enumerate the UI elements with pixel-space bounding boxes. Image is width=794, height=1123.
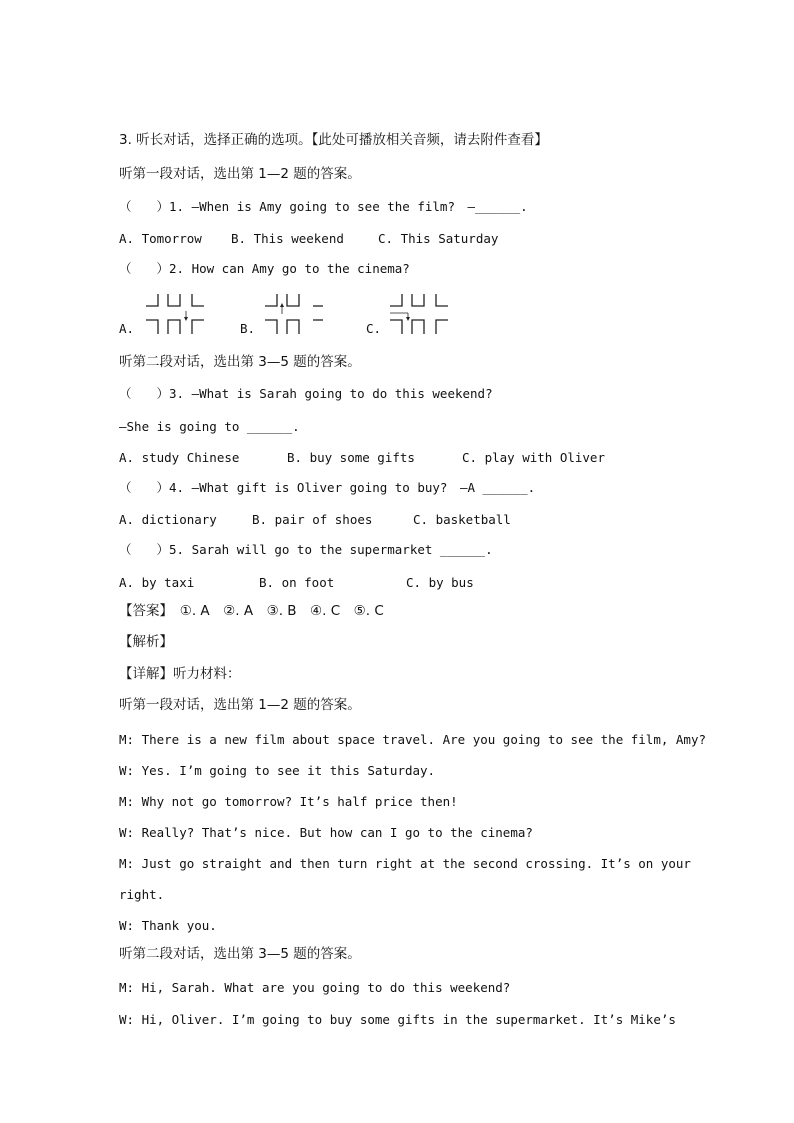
q4-text: （ ）4. —What gift is Oliver going to buy? —A ______. (119, 480, 536, 495)
analysis-label: 【解析】 (119, 634, 173, 650)
transcript-line: M: There is a new film about space travel. Are you going to see the film, Amy? (119, 732, 706, 747)
q3-option-c: C. play with Oliver (462, 450, 605, 465)
question-header: 3. 听长对话，选择正确的选项。【此处可播放相关音频，请去附件查看】 (119, 132, 548, 148)
q3-option-a: A. study Chinese (119, 450, 240, 465)
q1-option-b: B. This weekend (231, 231, 344, 246)
route-map-b-image (263, 292, 327, 336)
transcript-section2-heading: 听第二段对话，选出第 3—5 题的答案。 (119, 946, 361, 962)
transcript-line: W: Hi, Oliver. I’m going to buy some gifts in the supermarket. It’s Mike’s (119, 1012, 676, 1027)
route-map-c-image (388, 292, 452, 336)
q3-option-b: B. buy some gifts (287, 450, 415, 465)
q2-option-b: B. (240, 321, 256, 336)
q1-text: （ ）1. —When is Amy going to see the film? —______. (119, 199, 528, 214)
transcript-line: right. (119, 887, 165, 902)
q2-text: （ ）2. How can Amy go to the cinema? (119, 261, 410, 276)
q1-option-a: A. Tomorrow (119, 231, 202, 246)
section2-instruction: 听第二段对话，选出第 3—5 题的答案。 (119, 354, 361, 370)
q4-option-a: A. dictionary (119, 512, 217, 527)
transcript-line: W: Really? That’s nice. But how can I go to the cinema? (119, 825, 533, 840)
q5-option-a: A. by taxi (119, 575, 195, 590)
q3-subtext: —She is going to ______. (119, 419, 300, 434)
transcript-line: M: Just go straight and then turn right at the second crossing. It’s on your (119, 856, 691, 871)
transcript-line: W: Yes. I’m going to see it this Saturday. (119, 763, 436, 778)
route-map-a-image (144, 292, 208, 336)
transcript-line: W: Thank you. (119, 918, 217, 933)
q2-option-c: C. (366, 321, 382, 336)
q4-option-c: C. basketball (413, 512, 511, 527)
answer-line: 【答案】 ①. A ②. A ③. B ④. C ⑤. C (119, 603, 384, 619)
q1-option-c: C. This Saturday (378, 231, 499, 246)
transcript-section1-heading: 听第一段对话，选出第 1—2 题的答案。 (119, 697, 361, 713)
section1-instruction: 听第一段对话，选出第 1—2 题的答案。 (119, 166, 361, 182)
q2-option-a: A. (119, 321, 135, 336)
transcript-line: M: Hi, Sarah. What are you going to do this weekend? (119, 980, 511, 995)
q5-option-c: C. by bus (406, 575, 474, 590)
q5-text: （ ）5. Sarah will go to the supermarket ______. (119, 542, 493, 557)
transcript-line: M: Why not go tomorrow? It’s half price then! (119, 794, 458, 809)
detail-label: 【详解】听力材料： (119, 666, 241, 682)
q4-option-b: B. pair of shoes (252, 512, 373, 527)
q3-text: （ ）3. —What is Sarah going to do this weekend? (119, 386, 493, 401)
q5-option-b: B. on foot (259, 575, 335, 590)
